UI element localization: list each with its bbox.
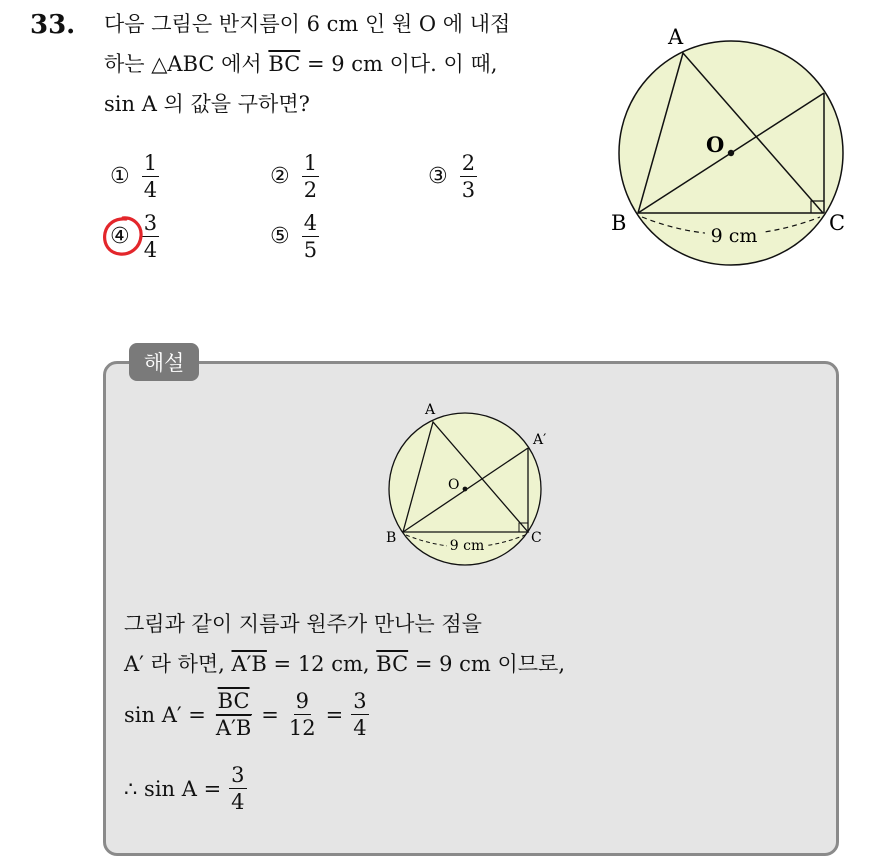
- choice-5[interactable]: [270, 212, 319, 261]
- choice-1-fraction: $\frac{1}{4}$: [143, 151, 158, 203]
- center-dot: [728, 150, 734, 156]
- choice-1[interactable]: [110, 152, 159, 201]
- choice-4-fraction: $\frac{3}{4}$: [143, 211, 158, 263]
- solution-tag: 해설: [129, 343, 199, 381]
- label-b: B: [611, 211, 627, 235]
- solution-figure: [378, 402, 558, 572]
- question-line-2: 하는 △ABC 에서 $\overline{BC} = 9$ cm 이다. 이 때,: [104, 52, 498, 76]
- segment-bc-sol: $\overline{BC}$: [376, 652, 409, 676]
- question-line-3: sin A 의 값을 구하면?: [104, 92, 310, 116]
- equation-2: ∴ sin A = $\frac{3}{4}$: [124, 763, 245, 815]
- segment-a-prime-b: A′B: [231, 652, 267, 676]
- label-o: O: [706, 132, 725, 157]
- main-figure: [608, 20, 858, 275]
- choice-5-fraction: $\frac{4}{5}$: [303, 211, 318, 263]
- sol-label-b: B: [386, 530, 397, 546]
- choice-3[interactable]: [428, 152, 477, 201]
- choice-3-fraction: $\frac{2}{3}$: [461, 151, 476, 203]
- choice-2[interactable]: [270, 152, 319, 201]
- choice-2-mark: ②: [270, 164, 290, 190]
- choice-3-mark: ③: [428, 164, 448, 190]
- choice-1-mark: ①: [110, 164, 130, 190]
- length-label: 9 cm: [710, 225, 758, 247]
- sol-label-c: C: [531, 530, 542, 546]
- solution-line-2: A′ 라 하면, A′B = 12 cm, $\overline{BC} = 9$ cm 이므로,: [124, 652, 566, 676]
- label-c: C: [829, 211, 846, 235]
- sol-label-a-prime: A′: [533, 432, 547, 448]
- choice-4-mark: ④: [110, 224, 130, 250]
- solution-line-1: 그림과 같이 지름과 원주가 만나는 점을: [124, 612, 482, 636]
- question-number: 33.: [30, 10, 76, 40]
- sol-center-dot: [463, 487, 468, 492]
- answer-circle-icon: [100, 213, 146, 259]
- sol-label-o: O: [448, 477, 460, 493]
- segment-bc: $\overline{BC}$: [268, 52, 301, 76]
- question-line-1: 다음 그림은 반지름이 6 cm 인 원 O 에 내접: [104, 12, 511, 36]
- label-a: A: [668, 25, 684, 49]
- sol-label-a: A: [425, 402, 436, 418]
- choice-5-mark: ⑤: [270, 224, 290, 250]
- sol-length-label: 9 cm: [449, 538, 485, 554]
- equation-1: sin A′ = $\frac{\overline{BC}}{A'B}$ = $\frac{9}{12}$ = $\frac{3}{4}$: [124, 689, 367, 741]
- choice-2-fraction: $\frac{1}{2}$: [303, 151, 318, 203]
